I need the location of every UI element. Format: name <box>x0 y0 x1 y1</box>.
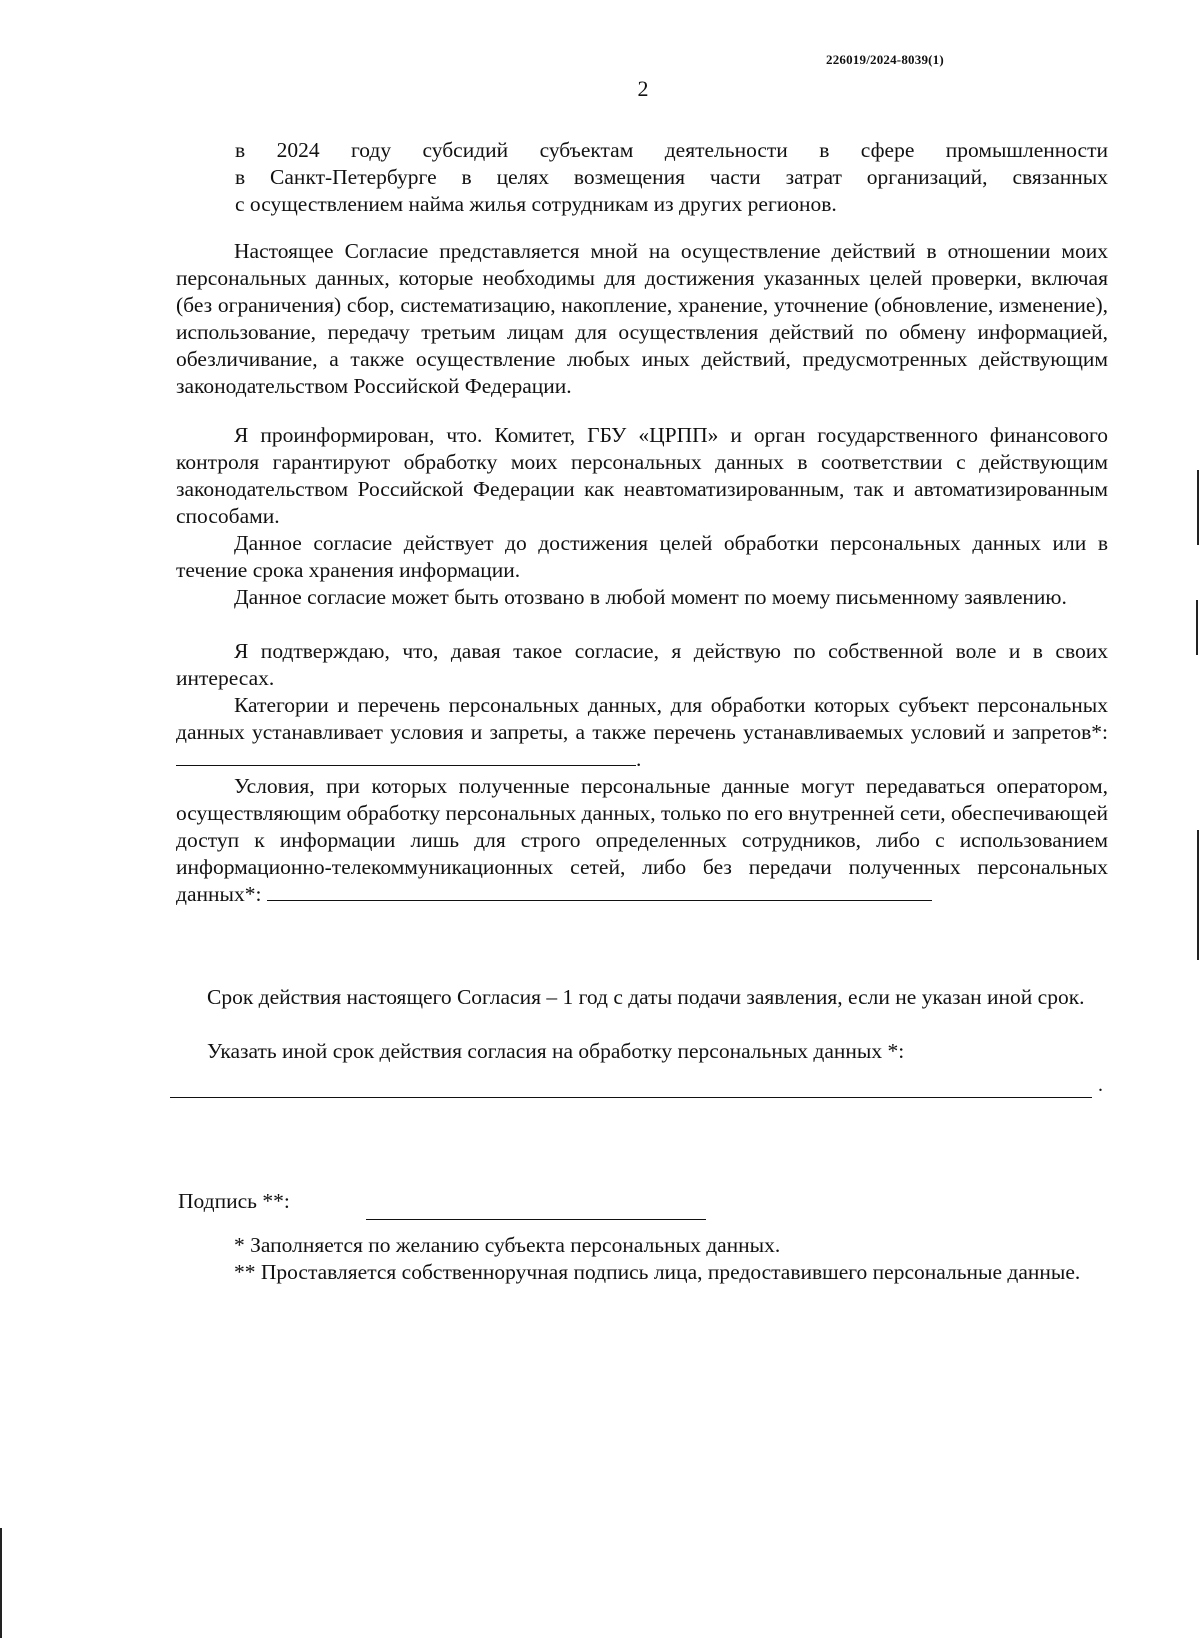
other-term-blank-line[interactable] <box>170 1097 1092 1098</box>
categories-text: Категории и перечень персональных данных, для обработки которых субъект персональных данных устанавливает условия и запреты, а также перечень устанавливаемых условий и запретов*: <box>176 693 1108 744</box>
categories-end-dot: . <box>636 747 642 771</box>
paragraph-validity: Данное согласие действует до достижения целей обработки персональных данных или в течение срока хранения информации. <box>176 531 1108 582</box>
paragraph-categories <box>176 692 1108 773</box>
intro-block <box>235 137 1108 218</box>
intro-line: в 2024 году субсидий субъектам деятельности в сфере промышленности <box>235 138 1108 162</box>
conditions-text: Условия, при которых полученные персональные данные могут передаваться оператором, осуществляющим обработку персональных данных, только по его внутренней сети, обеспечивающей доступ к информации лишь для строго определенных сотрудников, либо с использованием информационно-телекоммуникационных сетей, либо без передачи полученных персональных данных*: <box>176 774 1108 906</box>
paragraph-informed: Я проинформирован, что. Комитет, ГБУ «ЦРПП» и орган государственного финансового контроля гарантируют обработку моих персональных данных в соответствии с действующим законодательством Российской Федерации как неавтоматизированным, так и автоматизированным способами. <box>176 423 1108 528</box>
document-number: 226019/2024-8039(1) <box>826 52 944 67</box>
signature-line[interactable] <box>366 1219 706 1220</box>
paragraph-consent-actions: Настоящее Согласие представляется мной на осуществление действий в отношении моих персональных данных, которые необходимы для достижения указанных целей проверки, включая (без ограничения) сбор, систематизацию, накопление, хранение, уточнение (обновление, изменение), использование, передачу третьим лицам для осуществления действий по обмену информацией, обезличивание, а также осуществление любых иных действий, предусмотренных действующим законодательством Российской Федерации. <box>176 239 1108 398</box>
conditions-blank-line[interactable] <box>267 882 932 901</box>
paragraph-revocation: Данное согласие может быть отозвано в любой момент по моему письменному заявлению. <box>234 585 1067 609</box>
intro-line: в Санкт-Петербурге в целях возмещения части затрат организаций, связанных <box>235 165 1108 189</box>
footnote-single-star: * Заполняется по желанию субъекта персональных данных. <box>234 1233 781 1257</box>
scan-edge-mark <box>1197 830 1199 960</box>
categories-blank-line[interactable] <box>176 747 636 766</box>
paragraph-term: Срок действия настоящего Согласия – 1 год с даты подачи заявления, если не указан иной срок. <box>207 985 1085 1009</box>
scan-edge-mark <box>0 1528 2 1638</box>
footnote-double-star: ** Проставляется собственноручная подпись лица, предоставившего персональные данные. <box>234 1260 1081 1284</box>
scan-edge-mark <box>1197 470 1199 545</box>
intro-line: с осуществлением найма жилья сотрудникам из других регионов. <box>235 192 837 216</box>
paragraph-conditions <box>176 773 1108 908</box>
scan-edge-mark <box>1196 600 1198 655</box>
paragraph-other-term: Указать иной срок действия согласия на обработку персональных данных *: <box>207 1039 905 1063</box>
paragraph-own-will: Я подтверждаю, что, давая такое согласие, я действую по собственной воле и в своих интересах. <box>176 639 1108 690</box>
signature-label: Подпись **: <box>178 1189 290 1213</box>
other-term-end-dot: . <box>1098 1074 1103 1096</box>
page-number: 2 <box>637 76 649 101</box>
